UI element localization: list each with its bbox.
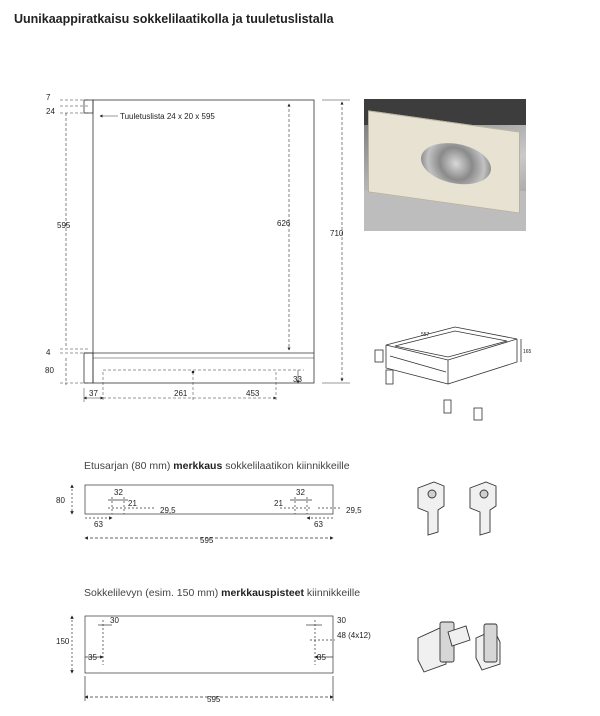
s1-dim-595: 595 xyxy=(200,536,214,545)
dim-595: 595 xyxy=(57,221,71,230)
plinth-board-drawing xyxy=(72,616,335,701)
bracket-icon xyxy=(418,482,496,535)
s1-dim-295-left: 29,5 xyxy=(160,506,176,515)
dim-33: 33 xyxy=(293,375,302,384)
s1-dim-21-right: 21 xyxy=(274,499,283,508)
s2-dim-30-left: 30 xyxy=(110,616,119,625)
vent-strip-label: Tuuletuslista 24 x 20 x 595 xyxy=(120,112,215,121)
s1-dim-63-left: 63 xyxy=(94,520,103,529)
section2-caption: Sokkelilevyn (esim. 150 mm) merkkauspisteet kiinnikkeille xyxy=(84,587,361,599)
s1-dim-21-left: 21 xyxy=(128,499,137,508)
drawer-sketch-icon xyxy=(375,327,521,420)
drawer-height-label: 165 xyxy=(523,349,532,355)
s1-dim-63-right: 63 xyxy=(314,520,323,529)
s2-dim-35-right: 35 xyxy=(317,653,326,662)
s1-dim-32-right: 32 xyxy=(296,488,305,497)
s2-dim-30-right: 30 xyxy=(337,616,346,625)
s1-dim-80: 80 xyxy=(56,496,65,505)
dim-80: 80 xyxy=(45,366,54,375)
s2-dim-35-left: 35 xyxy=(88,653,97,662)
s2-dim-150: 150 xyxy=(56,637,70,646)
dim-710: 710 xyxy=(330,229,344,238)
dim-626: 626 xyxy=(277,219,291,228)
clip-bracket-icon xyxy=(418,622,500,672)
dim-4: 4 xyxy=(46,348,51,357)
drawer-width-label: 557 xyxy=(421,332,430,338)
dim-7: 7 xyxy=(46,93,51,102)
section1-caption: Etusarjan (80 mm) merkkaus sokkelilaatikon kiinnikkeille xyxy=(84,460,350,472)
dim-24: 24 xyxy=(46,107,55,116)
dim-453: 453 xyxy=(246,389,260,398)
page-title: Uunikaappiratkaisu sokkelilaatikolla ja tuuletuslistalla xyxy=(14,12,334,26)
s1-dim-295-right: 29,5 xyxy=(346,506,362,515)
s1-dim-32-left: 32 xyxy=(114,488,123,497)
dim-261: 261 xyxy=(174,389,188,398)
cabinet-elevation xyxy=(60,100,350,402)
dim-37: 37 xyxy=(89,389,98,398)
s2-dim-595: 595 xyxy=(207,695,221,704)
s2-dim-48: 48 (4x12) xyxy=(337,631,371,640)
